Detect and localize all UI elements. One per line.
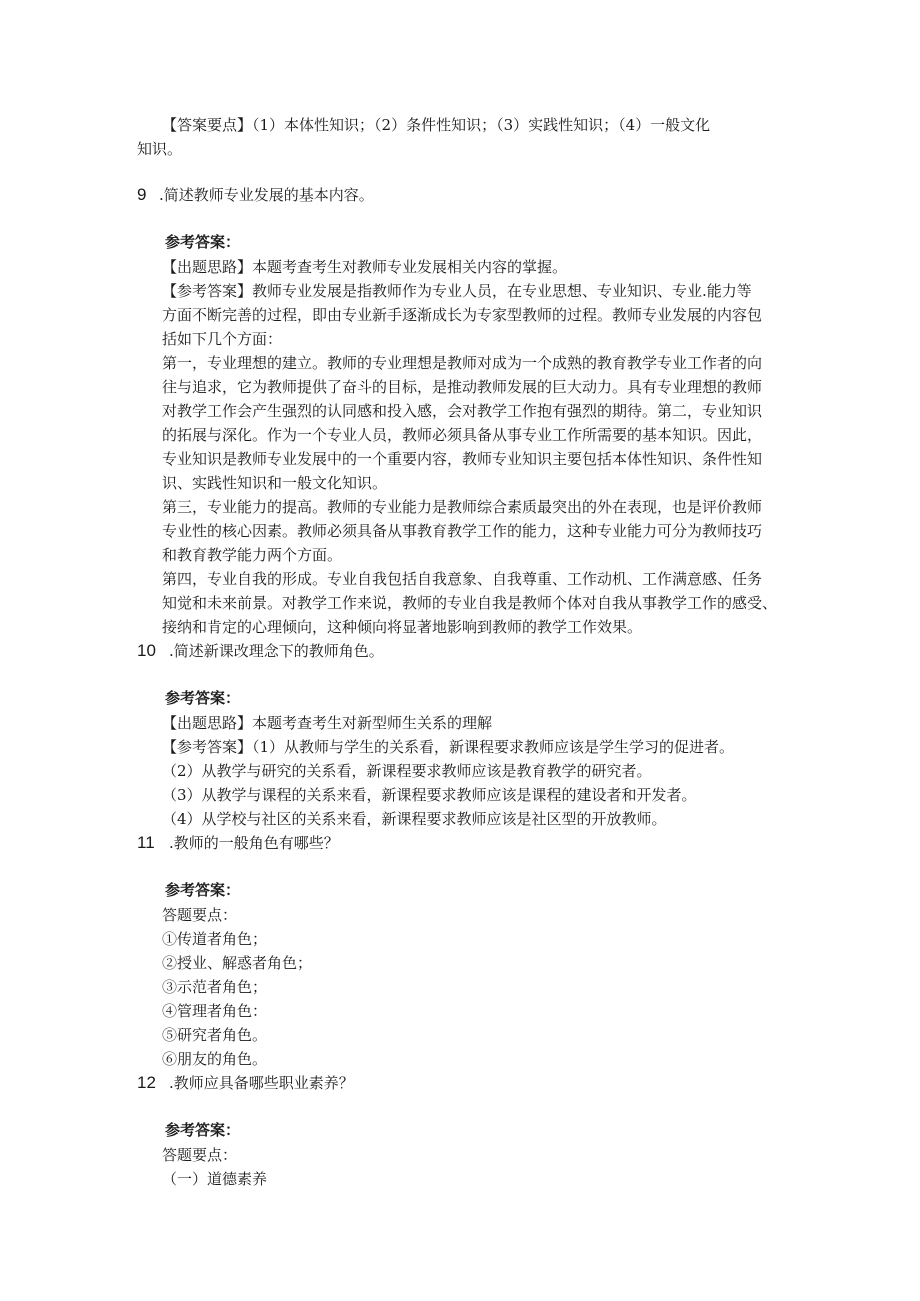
- answer-line: 和教育教学能力两个方面。: [162, 546, 343, 564]
- answer-line: 第一，专业理想的建立。教师的专业理想是教师对成为一个成熟的教育教学专业工作者的向: [162, 354, 763, 372]
- question-text: .简述教师专业发展的基本内容。: [159, 186, 374, 204]
- answer-line: 答题要点：: [162, 1146, 238, 1164]
- question-number: 11: [137, 833, 155, 852]
- answer-points-line: 【答案要点】（1）本体性知识；（2）条件性知识；（3）实践性知识；（4）一般文化: [162, 116, 711, 134]
- answer-line: ②授业、解惑者角色；: [162, 954, 313, 972]
- answer-line: 往与追求，它为教师提供了奋斗的目标，是推动教师发展的巨大动力。具有专业理想的教师: [162, 378, 763, 396]
- answer-line: 【参考答案】（1）从教师与学生的关系看，新课程要求教师应该是学生学习的促进者。: [162, 738, 735, 756]
- answer-line: 【出题思路】本题考查考生对新型师生关系的理解: [162, 714, 493, 732]
- answer-line: 专业知识是教师专业发展中的一个重要内容，教师专业知识主要包括本体性知识、条件性知: [162, 450, 763, 468]
- answer-line: （3）从教学与课程的关系来看，新课程要求教师应该是课程的建设者和开发者。: [162, 786, 697, 804]
- answer-line: ①传道者角色；: [162, 930, 268, 948]
- answer-line: 答题要点：: [162, 906, 238, 924]
- answer-line: 第三，专业能力的提高。教师的专业能力是教师综合素质最突出的外在表现，也是评价教师: [162, 498, 763, 516]
- answer-line: 专业性的核心因素。教师必须具备从事教育教学工作的能力，这种专业能力可分为教师技巧: [162, 522, 763, 540]
- answer-points-line-continued: 知识。: [137, 140, 183, 158]
- reference-answer-label: 参考答案：: [165, 690, 241, 707]
- reference-answer-label: 参考答案：: [165, 234, 241, 251]
- question-text: .简述新课改理念下的教师角色。: [169, 642, 384, 660]
- answer-line: 知觉和未来前景。对教学工作来说，教师的专业自我是教师个体对自我从事教学工作的感受、: [162, 594, 778, 612]
- answer-line: 【参考答案】教师专业发展是指教师作为专业人员，在专业思想、专业知识、专业.能力等: [162, 282, 752, 300]
- answer-line: ④管理者角色：: [162, 1002, 268, 1020]
- answer-line: 方面不断完善的过程，即由专业新手逐渐成长为专家型教师的过程。教师专业发展的内容包: [162, 306, 763, 324]
- answer-line: 【出题思路】本题考查考生对教师专业发展相关内容的掌握。: [162, 258, 568, 276]
- reference-answer-label: 参考答案：: [165, 1122, 241, 1139]
- question-number: 9: [137, 185, 147, 204]
- answer-line: ⑥朋友的角色。: [162, 1050, 268, 1068]
- question-number: 10: [137, 641, 156, 660]
- answer-line: 接纳和肯定的心理倾向，这种倾向将显著地影响到教师的教学工作效果。: [162, 618, 643, 636]
- question-number: 12: [137, 1073, 156, 1092]
- answer-line: 对教学工作会产生强烈的认同感和投入感，会对教学工作抱有强烈的期待。第二，专业知识: [162, 402, 763, 420]
- answer-line: ⑤研究者角色。: [162, 1026, 268, 1044]
- answer-line: ③示范者角色；: [162, 978, 268, 996]
- answer-line: 第四，专业自我的形成。专业自我包括自我意象、自我尊重、工作动机、工作满意感、任务: [162, 570, 763, 588]
- answer-line: 识、实践性知识和一般文化知识。: [162, 474, 388, 492]
- answer-line: 的拓展与深化。作为一个专业人员，教师必须具备从事专业工作所需要的基本知识。因此，: [162, 426, 763, 444]
- answer-line: （一）道德素养: [162, 1170, 268, 1188]
- answer-line: （2）从教学与研究的关系看，新课程要求教师应该是教育教学的研究者。: [162, 762, 652, 780]
- question-text: .教师应具备哪些职业素养？: [169, 1074, 354, 1092]
- answer-line: （4）从学校与社区的关系来看，新课程要求教师应该是社区型的开放教师。: [162, 810, 667, 828]
- answer-line: 括如下几个方面：: [162, 330, 283, 348]
- reference-answer-label: 参考答案：: [165, 882, 241, 899]
- question-text: .教师的一般角色有哪些？: [169, 834, 339, 852]
